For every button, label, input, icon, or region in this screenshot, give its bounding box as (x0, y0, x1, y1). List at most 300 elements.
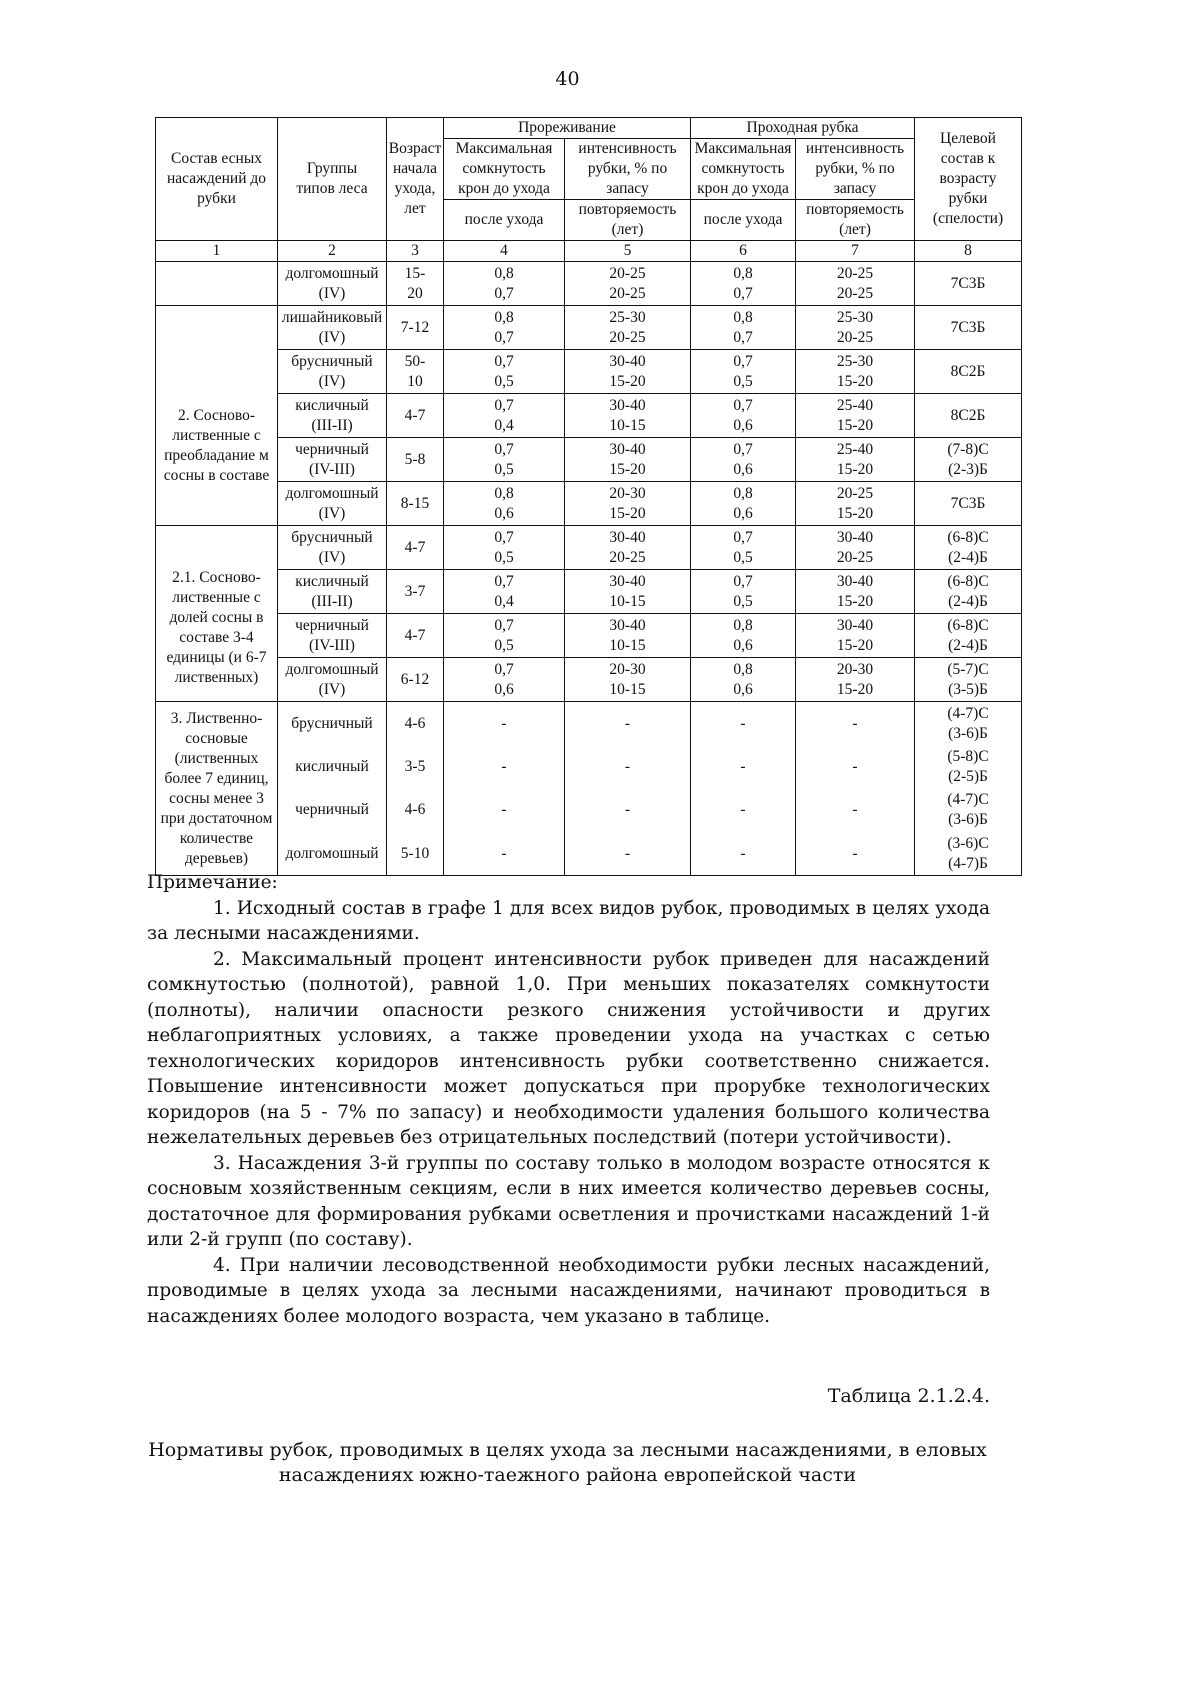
thinning-intensity (565, 745, 691, 789)
target-composition-line: (4-7)С (947, 704, 989, 722)
start-age-line: 20 (407, 284, 423, 302)
header-passage-cutting: Проходная рубка (691, 118, 915, 139)
passage-intensity (796, 658, 915, 702)
passage-density-line: - (740, 757, 746, 775)
passage-intensity-line: - (852, 844, 858, 862)
target-composition-line: 8С2Б (950, 362, 986, 380)
passage-density-line: 0,7 (733, 396, 753, 414)
passage-density (691, 702, 796, 746)
forest-type (278, 745, 387, 789)
header-thinning: Прореживание (444, 118, 691, 139)
thinning-intensity (565, 482, 691, 526)
start-age-line: 7-12 (400, 318, 430, 336)
thinning-density-line: - (501, 801, 507, 819)
start-age (387, 394, 444, 438)
forest-type-line: лишайниковый (281, 308, 383, 326)
passage-intensity-line: - (852, 801, 858, 819)
thinning-intensity (565, 570, 691, 614)
passage-density-line: 0,7 (733, 528, 753, 546)
thinning-density-line: 0,7 (494, 396, 514, 414)
start-age (387, 306, 444, 350)
passage-density (691, 394, 796, 438)
forest-type-line: кисличный (295, 396, 369, 414)
forest-type-line: (IV-III) (309, 636, 355, 654)
table-row (156, 745, 1022, 789)
passage-density (691, 658, 796, 702)
thinning-intensity-line: 20-25 (609, 264, 646, 282)
target-composition (915, 350, 1022, 394)
column-number: 7 (796, 241, 915, 262)
group-label (156, 262, 278, 306)
start-age-line: 15- (404, 264, 426, 282)
thinning-intensity-line: 20-25 (609, 328, 646, 346)
forest-type (278, 789, 387, 833)
start-age-line: 5-8 (404, 450, 426, 468)
note-item: 3. Насаждения 3-й группы по составу только в молодом возрасте относятся к сосновым хозяйственным секциям, если в них имеется количество деревьев сосны, достаточное для формирования рубками осветления и прочистками насаждений 1-й или 2-й групп (по составу). (147, 1152, 990, 1250)
passage-density-line: 0,6 (733, 636, 753, 654)
thinning-density-line: 0,5 (494, 372, 514, 390)
thinning-intensity-line: 10-15 (609, 416, 646, 434)
start-age-line: 4-6 (404, 801, 426, 819)
notes-heading: Примечание: (147, 872, 278, 893)
passage-intensity-line: 20-25 (836, 548, 874, 566)
header-after-thinning: после ухода (444, 200, 565, 241)
thinning-intensity-line: 20-30 (609, 484, 646, 502)
target-composition (915, 614, 1022, 658)
passage-intensity-line: 25-30 (836, 352, 874, 370)
column-number: 1 (156, 241, 278, 262)
passage-intensity-line: 25-40 (836, 396, 874, 414)
target-composition (915, 570, 1022, 614)
forest-type (278, 832, 387, 876)
passage-intensity-line: 30-40 (836, 572, 874, 590)
thinning-density-line: 0,5 (494, 636, 514, 654)
forest-type (278, 438, 387, 482)
passage-intensity (796, 394, 915, 438)
passage-density (691, 306, 796, 350)
start-age-line: 4-7 (404, 406, 426, 424)
target-composition (915, 702, 1022, 746)
target-composition-line: (6-8)С (947, 528, 989, 546)
thinning-intensity-line: - (624, 844, 631, 862)
target-composition (915, 438, 1022, 482)
thinning-density-line: 0,6 (494, 680, 514, 698)
table-row (156, 570, 1022, 614)
passage-intensity (796, 482, 915, 526)
passage-density-line: 0,7 (733, 572, 753, 590)
thinning-intensity-line: 20-25 (609, 284, 646, 302)
passage-intensity-line: - (852, 757, 858, 775)
forest-type-line: черничный (295, 440, 369, 458)
thinning-intensity (565, 658, 691, 702)
thinning-density-line: 0,8 (494, 308, 514, 326)
table-row (156, 306, 1022, 350)
thinning-intensity-line: 30-40 (609, 528, 646, 546)
thinning-intensity-line: 30-40 (609, 616, 646, 634)
thinning-density (444, 438, 565, 482)
passage-intensity-line: 15-20 (836, 592, 874, 610)
start-age-line: 8-15 (400, 494, 430, 512)
target-composition (915, 789, 1022, 833)
target-composition-line: (2-4)Б (948, 548, 988, 566)
thinning-density-line: 0,7 (494, 284, 514, 302)
passage-density-line: 0,8 (733, 484, 753, 502)
passage-density-line: 0,6 (733, 504, 753, 522)
table-row (156, 832, 1022, 876)
note-item: 2. Максимальный процент интенсивности рубок приведен для насаждений сомкнутостью (полнотой), равной 1,0. При меньших показателях сомкнутости (полноты), наличии опасности резкого снижения устойчивости и других неблагоприятных условиях, а также проведении ухода на участках с сетью технологических коридоров интенсивность рубки соответственно снижается. Повышение интенсивности может допускаться при прорубке технологических коридоров (на 5 - 7% по запасу) и необходимости удаления большого количества нежелательных деревьев без отрицательных последствий (потери устойчивости). (147, 948, 990, 1148)
header-start-age: Возраст начала ухода, лет (387, 118, 444, 241)
start-age (387, 262, 444, 306)
passage-density-line: 0,8 (733, 264, 753, 282)
passage-density-line: 0,5 (733, 592, 753, 610)
thinning-intensity-line: 15-20 (609, 372, 646, 390)
forest-type-line: (IV) (318, 680, 346, 698)
passage-intensity (796, 702, 915, 746)
target-composition-line: 7С3Б (950, 318, 986, 336)
passage-density-line: - (740, 801, 746, 819)
start-age (387, 482, 444, 526)
header-intensity-passage: интенсивность рубки, % по запасу (796, 139, 915, 200)
thinning-density (444, 570, 565, 614)
thinning-density (444, 832, 565, 876)
passage-intensity-line: 20-25 (836, 484, 874, 502)
start-age (387, 614, 444, 658)
target-composition (915, 526, 1022, 570)
thinning-density (444, 526, 565, 570)
start-age-line: 4-6 (404, 714, 426, 732)
passage-intensity-line: 15-20 (836, 460, 874, 478)
target-composition (915, 482, 1022, 526)
thinning-density-line: 0,7 (494, 528, 514, 546)
passage-intensity-line: 20-25 (836, 328, 874, 346)
start-age (387, 702, 444, 746)
thinning-intensity-line: 20-25 (609, 548, 646, 566)
passage-density-line: 0,5 (733, 548, 753, 566)
target-composition-line: (4-7)Б (948, 854, 988, 872)
forest-type-line: долгомошный (285, 844, 379, 862)
thinning-intensity-line: 30-40 (609, 396, 646, 414)
group-label: 2.1. Сосново-лиственные с долей сосны в составе 3-4 единицы (и 6-7 лиственных) (156, 526, 278, 702)
target-composition-line: (5-8)С (947, 747, 989, 765)
thinning-intensity-line: 25-30 (609, 308, 646, 326)
thinning-intensity (565, 438, 691, 482)
table-row (156, 262, 1022, 306)
target-composition (915, 658, 1022, 702)
forest-type (278, 702, 387, 746)
passage-intensity-line: 15-20 (836, 372, 874, 390)
forest-type-line: (III-II) (311, 416, 353, 434)
thinning-density (444, 658, 565, 702)
thinning-density (444, 482, 565, 526)
table-row (156, 438, 1022, 482)
target-composition-line: (2-5)Б (948, 767, 988, 785)
start-age (387, 789, 444, 833)
thinning-intensity-line: 30-40 (609, 440, 646, 458)
thinning-intensity (565, 350, 691, 394)
target-composition-line: (5-7)С (947, 660, 989, 678)
passage-density-line: 0,8 (733, 660, 753, 678)
column-number: 5 (565, 241, 691, 262)
passage-density (691, 832, 796, 876)
passage-density-line: 0,7 (733, 328, 753, 346)
header-forest-type-groups: Группы типов леса (278, 118, 387, 241)
header-repeat-passage: повторяемость (лет) (796, 200, 915, 241)
passage-density-line: 0,8 (733, 308, 753, 326)
table-row (156, 658, 1022, 702)
header-after-passage: после ухода (691, 200, 796, 241)
target-composition-line: 7С3Б (950, 274, 986, 292)
header-repeat-thinning: повторяемость (лет) (565, 200, 691, 241)
passage-density-line: 0,6 (733, 460, 753, 478)
thinning-intensity-line: - (624, 714, 631, 732)
table-row (156, 702, 1022, 746)
passage-intensity (796, 526, 915, 570)
thinning-intensity (565, 306, 691, 350)
thinning-density-line: 0,7 (494, 616, 514, 634)
column-number: 4 (444, 241, 565, 262)
page-number: 40 (555, 68, 580, 90)
forest-type-line: долгомошный (285, 264, 379, 282)
forest-type (278, 482, 387, 526)
thinning-density (444, 789, 565, 833)
next-table-title: Нормативы рубок, проводимых в целях ухода за лесными насаждениями, в еловых насаждениях южно-таежного района европейской части (148, 1439, 987, 1486)
passage-density-line: 0,8 (733, 616, 753, 634)
group-label: 2. Сосново-лиственные с преобладание м сосны в составе (156, 306, 278, 526)
target-composition-line: (6-8)С (947, 616, 989, 634)
target-composition (915, 832, 1022, 876)
passage-intensity-line: 20-25 (836, 284, 874, 302)
column-number: 8 (915, 241, 1022, 262)
thinning-density (444, 614, 565, 658)
start-age-line: 10 (407, 372, 423, 390)
forest-type-line: (IV) (318, 548, 346, 566)
thinning-intensity (565, 526, 691, 570)
table-row (156, 526, 1022, 570)
thinning-density-line: 0,4 (494, 592, 514, 610)
forest-type-line: черничный (295, 616, 369, 634)
passage-density-line: - (740, 714, 746, 732)
passage-intensity-line: 15-20 (836, 636, 874, 654)
passage-density (691, 438, 796, 482)
thinning-density-line: 0,5 (494, 548, 514, 566)
passage-density (691, 570, 796, 614)
passage-intensity-line: 15-20 (836, 504, 874, 522)
column-number: 2 (278, 241, 387, 262)
passage-intensity-line: 15-20 (836, 680, 874, 698)
passage-intensity (796, 262, 915, 306)
thinning-density-line: 0,7 (494, 660, 514, 678)
passage-density-line: 0,6 (733, 680, 753, 698)
target-composition-line: (3-6)Б (948, 811, 988, 829)
thinning-density (444, 702, 565, 746)
thinning-density-line: 0,7 (494, 352, 514, 370)
target-composition (915, 306, 1022, 350)
start-age-line: 3-7 (404, 582, 426, 600)
header-intensity-thinning: интенсивность рубки, % по запасу (565, 139, 691, 200)
target-composition-line: (6-8)С (947, 572, 989, 590)
thinning-density (444, 262, 565, 306)
start-age (387, 438, 444, 482)
header-target-composition: Целевой состав к возрасту рубки (спелости) (915, 118, 1022, 241)
forest-type (278, 570, 387, 614)
thinning-density-line: 0,6 (494, 504, 514, 522)
passage-intensity-line: 25-30 (836, 308, 874, 326)
target-composition-line: 8С2Б (950, 406, 986, 424)
passage-intensity (796, 350, 915, 394)
forest-type (278, 658, 387, 702)
passage-intensity (796, 614, 915, 658)
forest-type (278, 394, 387, 438)
target-composition (915, 394, 1022, 438)
start-age-line: 6-12 (400, 670, 430, 688)
passage-density (691, 262, 796, 306)
column-number: 6 (691, 241, 796, 262)
passage-density-line: 0,6 (733, 416, 753, 434)
thinning-intensity (565, 394, 691, 438)
passage-density-line: 0,5 (733, 372, 753, 390)
passage-density (691, 350, 796, 394)
passage-intensity-line: 20-30 (836, 660, 874, 678)
target-composition-line: (2-3)Б (948, 460, 988, 478)
start-age-line: 50- (404, 352, 426, 370)
passage-density (691, 482, 796, 526)
thinning-norms-table (155, 117, 1022, 876)
forest-type (278, 526, 387, 570)
start-age-line: 4-7 (404, 538, 426, 556)
note-item: 1. Исходный состав в графе 1 для всех видов рубок, проводимых в целях ухода за лесными насаждениями. (147, 897, 990, 944)
thinning-density (444, 350, 565, 394)
forest-type-line: кисличный (295, 757, 369, 775)
thinning-intensity (565, 789, 691, 833)
passage-density-line: 0,7 (733, 440, 753, 458)
thinning-density-line: 0,4 (494, 416, 514, 434)
passage-intensity-line: 15-20 (836, 416, 874, 434)
thinning-intensity-line: 10-15 (609, 636, 646, 654)
forest-type (278, 306, 387, 350)
target-composition-line: 7С3Б (950, 494, 986, 512)
passage-intensity (796, 570, 915, 614)
start-age-line: 5-10 (400, 844, 430, 862)
target-composition (915, 262, 1022, 306)
thinning-intensity-line: 20-30 (609, 660, 646, 678)
forest-type-line: (IV) (318, 284, 346, 302)
forest-type (278, 350, 387, 394)
target-composition-line: (3-6)Б (948, 724, 988, 742)
start-age (387, 350, 444, 394)
thinning-density-line: 0,7 (494, 440, 514, 458)
passage-intensity-line: 30-40 (836, 528, 874, 546)
start-age (387, 570, 444, 614)
passage-density (691, 614, 796, 658)
passage-density-line: 0,7 (733, 352, 753, 370)
thinning-intensity-line: - (624, 757, 631, 775)
thinning-intensity-line: 10-15 (609, 680, 646, 698)
forest-type-line: (IV) (318, 504, 346, 522)
thinning-density (444, 745, 565, 789)
forest-type (278, 262, 387, 306)
target-composition-line: (4-7)С (947, 791, 989, 809)
forest-type-line: долгомошный (285, 484, 379, 502)
thinning-intensity-line: 30-40 (609, 352, 646, 370)
thinning-density-line: - (501, 844, 507, 862)
forest-type-line: (III-II) (311, 592, 353, 610)
thinning-intensity-line: 10-15 (609, 592, 646, 610)
forest-type (278, 614, 387, 658)
thinning-density-line: 0,7 (494, 328, 514, 346)
thinning-density-line: 0,7 (494, 572, 514, 590)
thinning-density-line: - (501, 714, 507, 732)
note-item: 4. При наличии лесоводственной необходимости рубки лесных насаждений, проводимые в целях ухода за лесными насаждениями, начинают проводиться в насаждениях более молодого возраста, чем указано в таблице. (147, 1254, 990, 1327)
forest-type-line: кисличный (295, 572, 369, 590)
forest-type-line: (IV) (318, 372, 346, 390)
table-row (156, 394, 1022, 438)
forest-type-line: долгомошный (285, 660, 379, 678)
passage-intensity (796, 832, 915, 876)
target-composition (915, 745, 1022, 789)
forest-type-line: черничный (295, 801, 369, 819)
start-age (387, 832, 444, 876)
thinning-density-line: - (501, 757, 507, 775)
target-composition-line: (2-4)Б (948, 592, 988, 610)
thinning-density (444, 306, 565, 350)
table-row (156, 614, 1022, 658)
thinning-intensity-line: 15-20 (609, 504, 646, 522)
passage-intensity (796, 789, 915, 833)
start-age (387, 745, 444, 789)
thinning-density-line: 0,8 (494, 264, 514, 282)
thinning-intensity (565, 262, 691, 306)
passage-density-line: 0,7 (733, 284, 753, 302)
passage-density (691, 745, 796, 789)
table-row (156, 482, 1022, 526)
passage-intensity-line: 25-40 (836, 440, 874, 458)
header-max-density-passage: Максимальная сомкнутость крон до ухода (691, 139, 796, 200)
thinning-intensity (565, 832, 691, 876)
start-age (387, 658, 444, 702)
thinning-intensity (565, 702, 691, 746)
target-composition-line: (7-8)С (947, 440, 989, 458)
passage-intensity (796, 306, 915, 350)
forest-type-line: брусничный (291, 352, 373, 370)
passage-intensity-line: - (852, 714, 858, 732)
column-numbers-row (156, 241, 1022, 262)
table-row (156, 350, 1022, 394)
forest-type-line: брусничный (291, 528, 373, 546)
group-label: 3. Лиственно-сосновые (лиственных более 7 единиц, сосны менее 3 при достаточном количестве деревьев) (156, 702, 278, 876)
passage-intensity (796, 745, 915, 789)
passage-intensity-line: 20-25 (836, 264, 874, 282)
start-age-line: 3-5 (404, 757, 426, 775)
passage-density-line: - (740, 844, 746, 862)
thinning-intensity-line: 15-20 (609, 460, 646, 478)
passage-density (691, 526, 796, 570)
next-table-number: Таблица 2.1.2.4. (827, 1385, 990, 1407)
start-age-line: 4-7 (404, 626, 426, 644)
target-composition-line: (3-6)С (947, 834, 989, 852)
forest-type-line: (IV-III) (309, 460, 355, 478)
start-age (387, 526, 444, 570)
passage-density (691, 789, 796, 833)
thinning-intensity-line: - (624, 801, 631, 819)
target-composition-line: (3-5)Б (948, 680, 988, 698)
thinning-intensity (565, 614, 691, 658)
column-number: 3 (387, 241, 444, 262)
thinning-intensity-line: 30-40 (609, 572, 646, 590)
thinning-density (444, 394, 565, 438)
thinning-density-line: 0,5 (494, 460, 514, 478)
passage-intensity (796, 438, 915, 482)
header-composition: Состав есных насаждений до рубки (156, 118, 278, 241)
